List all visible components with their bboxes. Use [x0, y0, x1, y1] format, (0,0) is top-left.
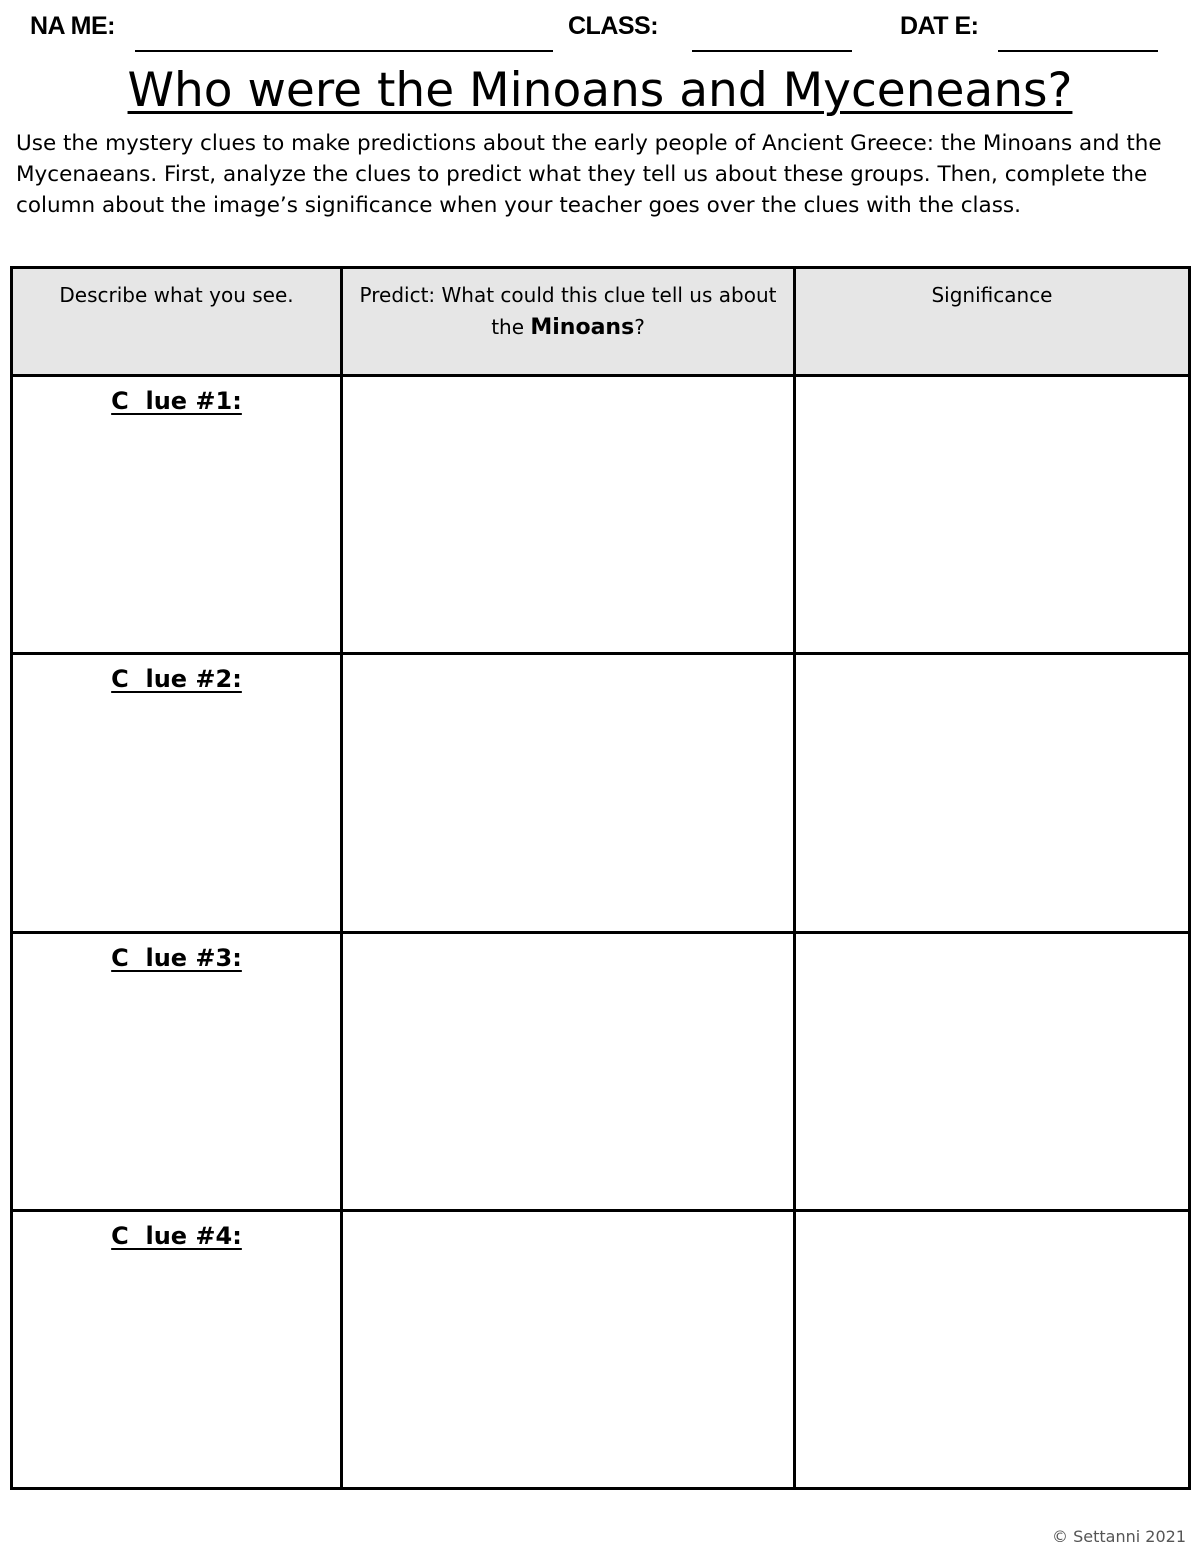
page-title: [0, 62, 1200, 120]
predict-header-text: Predict: What could this clue tell us about the: [359, 283, 777, 339]
clue-describe-cell[interactable]: [12, 654, 342, 932]
clue-describe-cell[interactable]: [12, 932, 342, 1210]
page-title-text: Who were the Minoans and Myceneans?: [127, 63, 1073, 118]
predict-header-end: ?: [634, 315, 645, 339]
clue-significance-cell[interactable]: [795, 1210, 1190, 1488]
name-label: NA ME:: [30, 12, 115, 40]
student-info-header: [0, 8, 1200, 56]
clue-predict-cell[interactable]: [342, 1210, 795, 1488]
instructions: Use the mystery clues to make predictions about the early people of Ancient Greece: the Minoans and the Mycenaeans. First, analyze the clues to predict what they tell us about these groups. Then, complete the column about the image’s significance when your teacher goes over the clues with the class.: [16, 131, 1162, 218]
predict-header-bold: Minoans: [530, 315, 635, 340]
column-header-describe: Describe what you see.: [12, 268, 342, 376]
name-field[interactable]: [135, 50, 553, 52]
class-label: CLASS:: [568, 12, 659, 40]
clue-significance-cell[interactable]: [795, 932, 1190, 1210]
clue-label: C lue #2:: [111, 665, 242, 694]
column-header-significance: Significance: [795, 268, 1190, 376]
class-field[interactable]: [692, 50, 852, 52]
clue-predict-cell[interactable]: [342, 376, 795, 654]
clue-label: C lue #4:: [111, 1221, 242, 1250]
column-header-predict: [342, 268, 795, 376]
clue-predict-cell[interactable]: [342, 654, 795, 932]
clue-describe-cell[interactable]: [12, 1210, 342, 1488]
table-row: [12, 1210, 1190, 1488]
table-row: [12, 654, 1190, 932]
clue-table: [10, 266, 1191, 1490]
table-header-row: [12, 268, 1190, 376]
clue-predict-cell[interactable]: [342, 932, 795, 1210]
clue-label: C lue #1:: [111, 387, 242, 416]
date-field[interactable]: [998, 50, 1158, 52]
copyright-footer: © Settanni 2021: [1052, 1527, 1186, 1546]
clue-label: C lue #3:: [111, 943, 242, 972]
clue-significance-cell[interactable]: [795, 654, 1190, 932]
table-row: [12, 376, 1190, 654]
table-row: [12, 932, 1190, 1210]
date-label: DAT E:: [900, 12, 979, 40]
clue-significance-cell[interactable]: [795, 376, 1190, 654]
clue-describe-cell[interactable]: [12, 376, 342, 654]
